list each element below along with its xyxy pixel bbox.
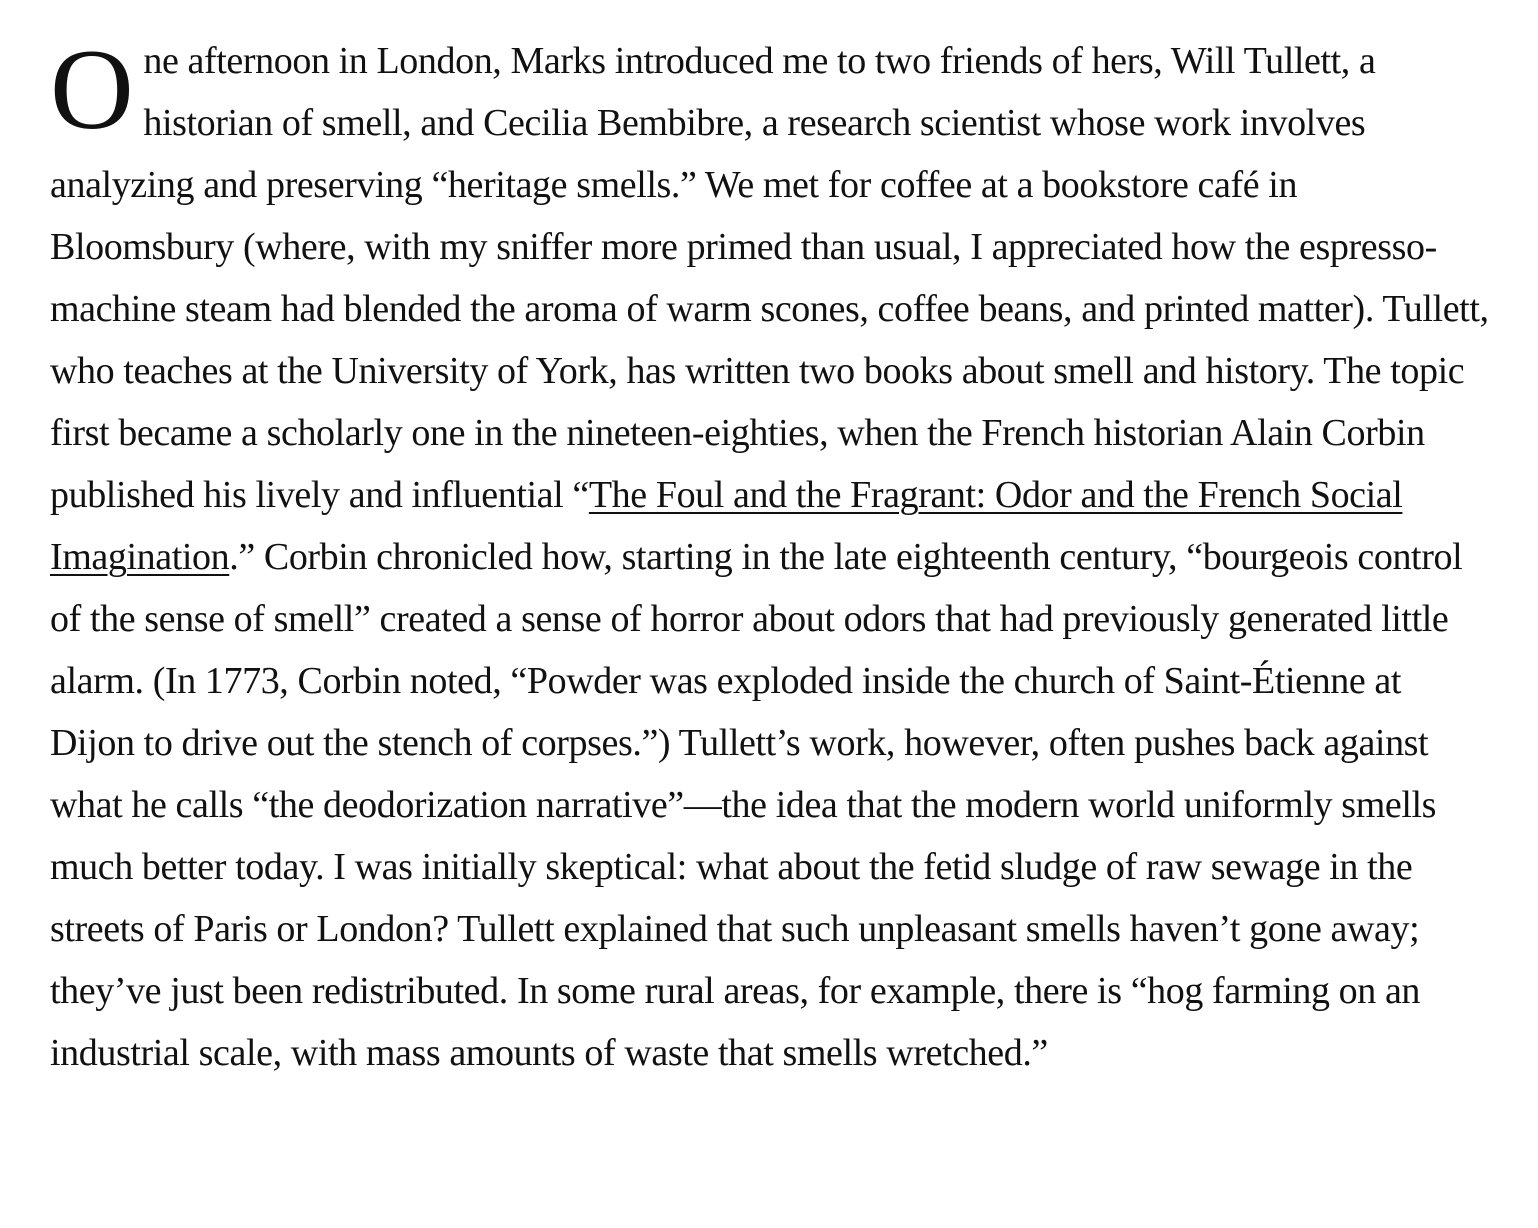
paragraph-text-before-link: ne afternoon in London, Marks introduced me to two friends of hers, Will Tullett, a historian of smell, and Cecilia Bembibre, a research scientist whose work involves analyzing and preserving “heritage smells.” We met for coffee at a bookstore café in Bloomsbury (where, with my sniffer more primed than usual, I appreciated how the espresso-machine steam had blended the aroma of warm scones, coffee beans, and printed matter). Tullett, who teaches at the University of York, has written two books about smell and history. The topic first became a scholarly one in the nineteen-eighties, when the French historian Alain Corbin published his lively and influential “ xyxy=(50,40,1489,516)
book-title-link[interactable]: The Foul and the Fragrant: Odor and the French Social Imagination xyxy=(50,474,1403,578)
article-paragraph xyxy=(50,26,1490,1084)
drop-cap: O xyxy=(50,26,134,154)
paragraph-text-after-link: .” Corbin chronicled how, starting in the late eighteenth century, “bourgeois control of the sense of smell” created a sense of horror about odors that had previously generated little alarm. (In 1773, Corbin noted, “Powder was exploded inside the church of Saint-Étienne at Dijon to drive out the stench of corpses.”) Tullett’s work, however, often pushes back against what he calls “the deodorization narrative”—the idea that the modern world uniformly smells much better today. I was initially skeptical: what about the fetid sludge of raw sewage in the streets of Paris or London? Tullett explained that such unpleasant smells haven’t gone away; they’ve just been redistributed. In some rural areas, for example, there is “hog farming on an industrial scale, with mass amounts of waste that smells wretched.” xyxy=(50,536,1463,1074)
